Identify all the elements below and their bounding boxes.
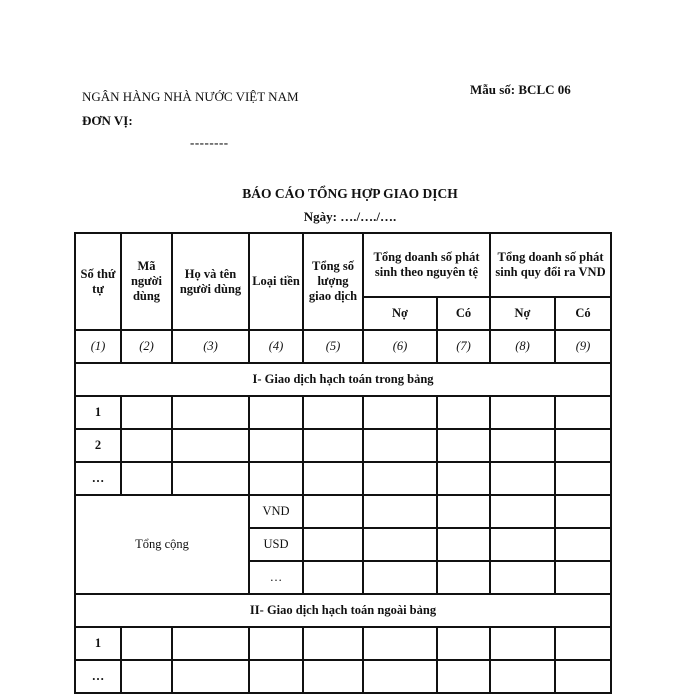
row-index: 1 (75, 627, 121, 660)
cell (555, 495, 611, 528)
cell (490, 462, 555, 495)
cell (555, 429, 611, 462)
header-row-top (75, 233, 611, 297)
cell (249, 627, 303, 660)
cell (437, 495, 490, 528)
column-number: (9) (555, 330, 611, 363)
total-currency: USD (249, 528, 303, 561)
cell (490, 396, 555, 429)
cell (363, 462, 437, 495)
cell (303, 396, 363, 429)
table-row (75, 627, 611, 660)
cell (555, 660, 611, 693)
cell (303, 561, 363, 594)
header-debit-original: Nợ (363, 297, 437, 330)
total-currency: … (249, 561, 303, 594)
transaction-report-table (74, 232, 612, 694)
unit-dashes: -------- (190, 135, 229, 150)
column-number: (4) (249, 330, 303, 363)
header-turnover-original: Tổng doanh số phát sinh theo nguyên tệ (363, 233, 490, 297)
total-row (75, 495, 611, 528)
cell (363, 495, 437, 528)
cell (437, 627, 490, 660)
cell (172, 462, 249, 495)
cell (303, 528, 363, 561)
cell (555, 528, 611, 561)
cell (303, 495, 363, 528)
column-number: (3) (172, 330, 249, 363)
section-2-row (75, 594, 611, 627)
cell (555, 627, 611, 660)
cell (172, 396, 249, 429)
cell (490, 429, 555, 462)
column-number: (1) (75, 330, 121, 363)
cell (121, 429, 172, 462)
cell (437, 396, 490, 429)
row-index: … (75, 660, 121, 693)
table-row (75, 396, 611, 429)
report-title: BÁO CÁO TỔNG HỢP GIAO DỊCH (242, 186, 458, 201)
section-1-title: I- Giao dịch hạch toán trong bảng (75, 363, 611, 396)
cell (303, 429, 363, 462)
cell (490, 627, 555, 660)
cell (437, 462, 490, 495)
cell (555, 561, 611, 594)
cell (249, 660, 303, 693)
cell (363, 627, 437, 660)
column-number: (7) (437, 330, 490, 363)
header-full-name: Họ và tên người dùng (172, 233, 249, 330)
column-number: (6) (363, 330, 437, 363)
cell (437, 561, 490, 594)
header-credit-original: Có (437, 297, 490, 330)
cell (172, 627, 249, 660)
cell (437, 528, 490, 561)
cell (490, 660, 555, 693)
cell (437, 660, 490, 693)
header-debit-vnd: Nợ (490, 297, 555, 330)
header-credit-vnd: Có (555, 297, 611, 330)
header-total-transactions: Tổng số lượng giao dịch (303, 233, 363, 330)
cell (249, 462, 303, 495)
cell (303, 462, 363, 495)
cell (249, 429, 303, 462)
cell (172, 429, 249, 462)
total-label: Tổng cộng (75, 495, 249, 594)
header-user-code: Mã người dùng (121, 233, 172, 330)
cell (363, 660, 437, 693)
cell (172, 660, 249, 693)
cell (303, 660, 363, 693)
report-date-line: Ngày: …./…./…. (303, 209, 397, 224)
cell (303, 627, 363, 660)
cell (490, 528, 555, 561)
cell (121, 660, 172, 693)
cell (490, 561, 555, 594)
table-row (75, 429, 611, 462)
cell (437, 429, 490, 462)
cell (121, 462, 172, 495)
table-row (75, 660, 611, 693)
column-number-row (75, 330, 611, 363)
section-2-title: II- Giao dịch hạch toán ngoài bảng (75, 594, 611, 627)
header-turnover-vnd: Tổng doanh số phát sinh quy đổi ra VND (490, 233, 611, 297)
cell (363, 561, 437, 594)
cell (249, 396, 303, 429)
cell (363, 528, 437, 561)
cell (490, 495, 555, 528)
cell (121, 396, 172, 429)
cell (555, 396, 611, 429)
row-index: 2 (75, 429, 121, 462)
row-index: … (75, 462, 121, 495)
header-currency-type: Loại tiền (249, 233, 303, 330)
cell (121, 627, 172, 660)
agency-name: NGÂN HÀNG NHÀ NƯỚC VIỆT NAM (82, 89, 299, 104)
form-code: Mẫu số: BCLC 06 (470, 82, 571, 97)
unit-label: ĐƠN VỊ: (82, 113, 133, 128)
column-number: (2) (121, 330, 172, 363)
cell (363, 429, 437, 462)
row-index: 1 (75, 396, 121, 429)
table-row (75, 462, 611, 495)
header-stt: Số thứ tự (75, 233, 121, 330)
column-number: (5) (303, 330, 363, 363)
section-1-row (75, 363, 611, 396)
column-number: (8) (490, 330, 555, 363)
cell (555, 462, 611, 495)
total-currency: VND (249, 495, 303, 528)
cell (363, 396, 437, 429)
